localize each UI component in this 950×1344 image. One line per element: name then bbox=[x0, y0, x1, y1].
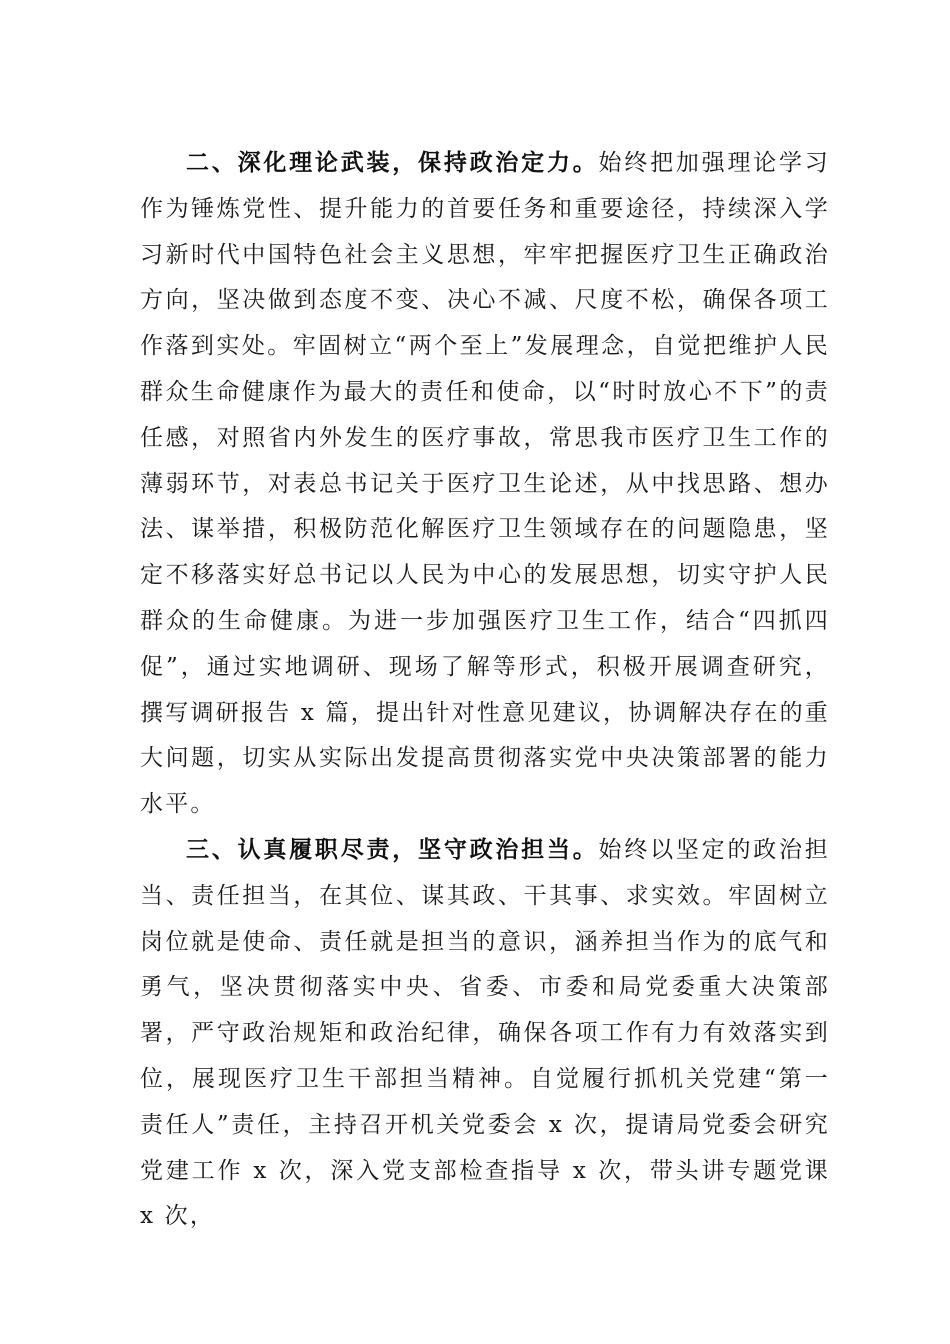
paragraph-theory-arming bbox=[140, 141, 830, 828]
paragraph-duty-fulfillment bbox=[140, 828, 830, 1240]
document-body bbox=[140, 141, 830, 1240]
section-heading-two: 二、深化理论武装，保持政治定力。 bbox=[186, 150, 599, 176]
section-heading-three: 三、认真履职尽责，坚守政治担当。 bbox=[186, 836, 599, 863]
section-body-two: 始终把加强理论学习作为锤炼党性、提升能力的首要任务和重要途径，持续深入学习新时代中国特色社会主义思想，牢牢把握医疗卫生正确政治方向，坚决做到态度不变、决心不减、尺度不松，确保各项工作落到实处。牢固树立“两个至上”发展理念，自觉把维护人民群众生命健康作为最大的责任和使命，以“时时放心不下”的责任感，对照省内外发生的医疗事故，常思我市医疗卫生工作的薄弱环节，对表总书记关于医疗卫生论述，从中找思路、想办法、谋举措，积极防范化解医疗卫生领域存在的问题隐患，坚定不移落实好总书记以人民为中心的发展思想，切实守护人民群众的生命健康。为进一步加强医疗卫生工作，结合“四抓四促”，通过实地调研、现场了解等形式，积极开展调查研究，撰写调研报告 x 篇，提出针对性意见建议，协调解决存在的重大问题，切实从实际出发提高贯彻落实党中央决策部署的能力水平。 bbox=[140, 150, 830, 818]
section-body-three: 始终以坚定的政治担当、责任担当，在其位、谋其政、干其事、求实效。牢固树立岗位就是使命、责任就是担当的意识，涵养担当作为的底气和勇气，坚决贯彻落实中央、省委、市委和局党委重大决策部署，严守政治规矩和政治纪律，确保各项工作有力有效落实到位，展现医疗卫生干部担当精神。自觉履行抓机关党建“第一责任人”责任，主持召开机关党委会 x 次，提请局党委会研究党建工作 x 次，深入党支部检查指导 x 次，带头讲专题党课 x 次， bbox=[140, 836, 830, 1230]
